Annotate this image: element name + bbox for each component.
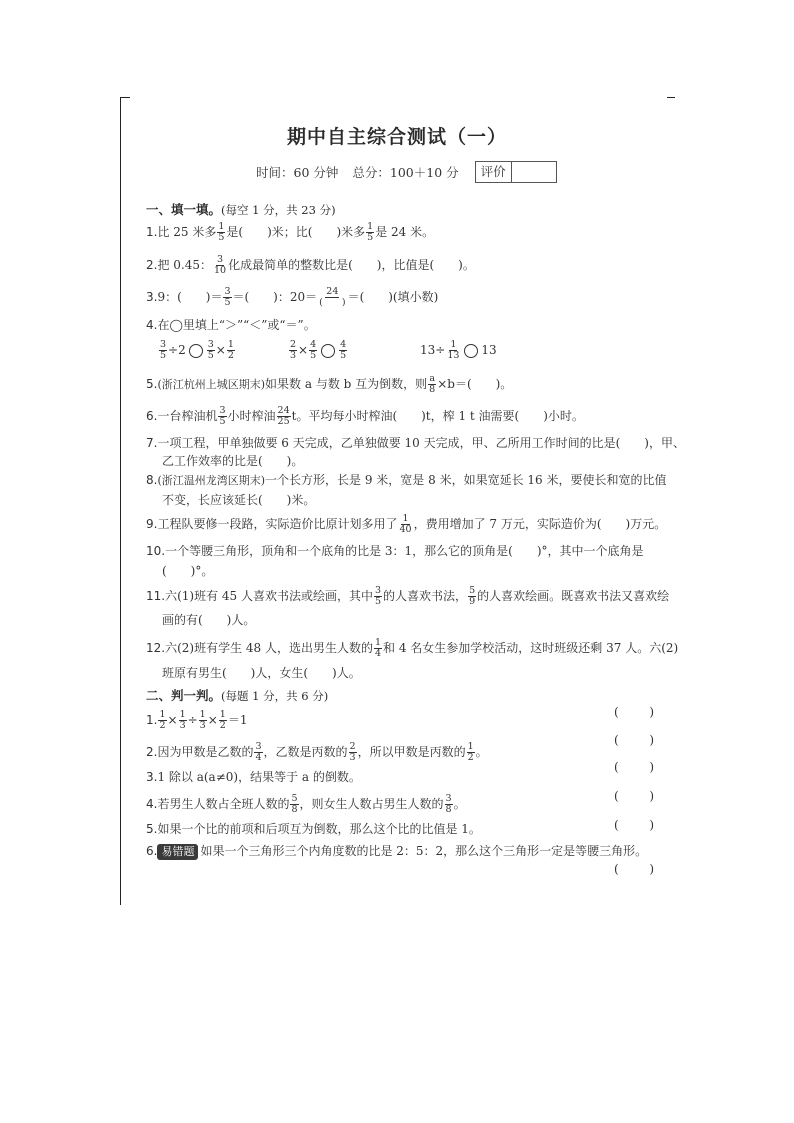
answer-paren-3[interactable]: ( ) — [614, 760, 654, 774]
fraction: $\frac{1}{5}$ — [367, 221, 374, 243]
question-5: 5.(浙江杭州上城区期末)如果数 a 与数 b 互为倒数，则 $\frac{a}{8}$ ×b＝( )。 — [146, 373, 513, 395]
question-12-line2: 班原有男生( )人，女生( )人。 — [162, 666, 361, 680]
question-2: 2.把 0.45： $\frac{3}{10}$ 化成最简单的整数比是( )，比值是( )。 — [146, 254, 475, 276]
judge-6: 6. 易错题 如果一个三角形三个内角度数的比是 2：5：2，那么这个三角形一定是等腰三角形。 — [146, 844, 648, 858]
fraction: $\frac{3}{5}$ — [219, 405, 226, 427]
question-12: 12.六(2)班有学生 48 人，选出男生人数的 $\frac{1}{4}$ 和 4 名女生参加学校活动，这时班级还剩 37 人。六(2) — [146, 637, 679, 659]
question-8-line2: 不变，长应该延长( )米。 — [162, 493, 316, 507]
fraction: $\frac{1}{4}$ — [375, 637, 382, 659]
section-judge-heading: 二、判一判。(每题 1 分，共 6 分) — [146, 688, 329, 703]
judge-5: 5.如果一个比的前项和后项互为倒数，那么这个比的比值是 1。 — [146, 822, 481, 836]
judge-4: 4.若男生人数占全班人数的 $\frac{5}{8}$ ，则女生人数占男生人数的 $\frac{3}{8}$ 。 — [146, 793, 466, 815]
compare-expression-1: $\frac{3}{5}$ ÷2 $\frac{3}{5}$ × $\frac{1}{2}$ — [160, 339, 234, 361]
question-11: 11.六(1)班有 45 人喜欢书法或绘画，其中 $\frac{3}{5}$ 的人喜欢书法， $\frac{5}{9}$ 的人喜欢绘画。既喜欢书法又喜欢绘 — [146, 585, 670, 607]
crop-mark-left — [120, 97, 121, 905]
answer-paren-2[interactable]: ( ) — [614, 733, 654, 747]
fraction: $\frac{3}{5}$ — [224, 286, 231, 308]
grade-label: 评价 — [476, 162, 512, 182]
judge-1: 1. $\frac{1}{2}$ × $\frac{1}{3}$ ÷ $\frac{1}{3}$ × $\frac{1}{2}$ ＝1 — [146, 709, 248, 731]
compare-circle-1[interactable] — [189, 344, 203, 358]
question-7: 7.一项工程，甲单独做要 6 天完成，乙单独做要 10 天完成，甲、乙所用工作时间的比是( )，甲、 — [146, 436, 685, 450]
question-10-line2: ( )°。 — [162, 564, 214, 578]
answer-paren-5[interactable]: ( ) — [614, 818, 654, 832]
judge-3: 3.1 除以 a(a≠0)，结果等于 a 的倒数。 — [146, 770, 361, 784]
fraction: $\frac{24}{( )}$ — [319, 286, 346, 308]
answer-paren-4[interactable]: ( ) — [614, 789, 654, 803]
fraction: $\frac{5}{9}$ — [469, 585, 476, 607]
question-9: 9.工程队要修一段路，实际造价比原计划多用了 $\frac{1}{40}$ ，费用增加了 7 万元，实际造价为( )万元。 — [146, 513, 667, 535]
fraction: $\frac{a}{8}$ — [429, 373, 436, 395]
time-label: 时间：60 分钟 — [256, 165, 339, 180]
question-1: 1.比 25 米多 $\frac{1}{5}$ 是( )米；比( )米多 $\frac{1}{5}$ 是 24 米。 — [146, 221, 435, 243]
question-3: 3.9：( )＝ $\frac{3}{5}$ ＝( )：20＝ $\frac{24}{( )}$ ＝( )(填小数) — [146, 286, 439, 308]
grade-box[interactable] — [475, 161, 557, 183]
judge-2: 2.因为甲数是乙数的 $\frac{3}{4}$ ，乙数是丙数的 $\frac{2}{3}$ ，所以甲数是丙数的 $\frac{1}{2}$ 。 — [146, 741, 488, 763]
grade-value-field[interactable] — [512, 162, 556, 182]
fraction: $\frac{3}{10}$ — [214, 254, 227, 276]
section-fill-heading: 一、填一填。(每空 1 分，共 23 分) — [146, 202, 336, 217]
exam-meta — [256, 161, 557, 183]
compare-circle-2[interactable] — [321, 344, 335, 358]
fraction: $\frac{24}{25}$ — [277, 405, 290, 427]
error-prone-tag: 易错题 — [157, 844, 198, 860]
score-label: 总分：100＋10 分 — [352, 165, 459, 180]
question-8: 8.(浙江温州龙湾区期末)一个长方形，长是 9 米，宽是 8 米，如果宽延长 16 米，要使长和宽的比值 — [146, 473, 667, 487]
answer-paren-1[interactable]: ( ) — [614, 705, 654, 719]
question-10: 10.一个等腰三角形，顶角和一个底角的比是 3：1，那么它的顶角是( )°，其中一个底角是 — [146, 544, 644, 558]
answer-paren-6[interactable]: ( ) — [614, 862, 654, 876]
compare-expression-2: $\frac{2}{3}$ × $\frac{4}{5}$ $\frac{4}{5}$ — [290, 339, 347, 361]
question-7-line2: 乙工作效率的比是( )。 — [162, 454, 304, 468]
crop-mark-top-right — [667, 97, 675, 98]
page-title: 期中自主综合测试（一） — [286, 126, 507, 148]
fraction: $\frac{1}{40}$ — [399, 513, 412, 535]
question-11-line2: 画的有( )人。 — [162, 613, 256, 627]
fraction: $\frac{3}{5}$ — [375, 585, 382, 607]
compare-circle-3[interactable] — [464, 344, 478, 358]
compare-expression-3: 13÷ $\frac{1}{13}$ 13 — [420, 339, 497, 361]
fraction: $\frac{1}{5}$ — [218, 221, 225, 243]
question-4: 4.在◯里填上“＞”“＜”或“＝”。 — [146, 318, 316, 332]
crop-mark-top-left — [120, 97, 130, 98]
question-6: 6.一台榨油机 $\frac{3}{5}$ 小时榨油 $\frac{24}{25}$ t。平均每小时榨油( )t，榨 1 t 油需要( )小时。 — [146, 405, 584, 427]
